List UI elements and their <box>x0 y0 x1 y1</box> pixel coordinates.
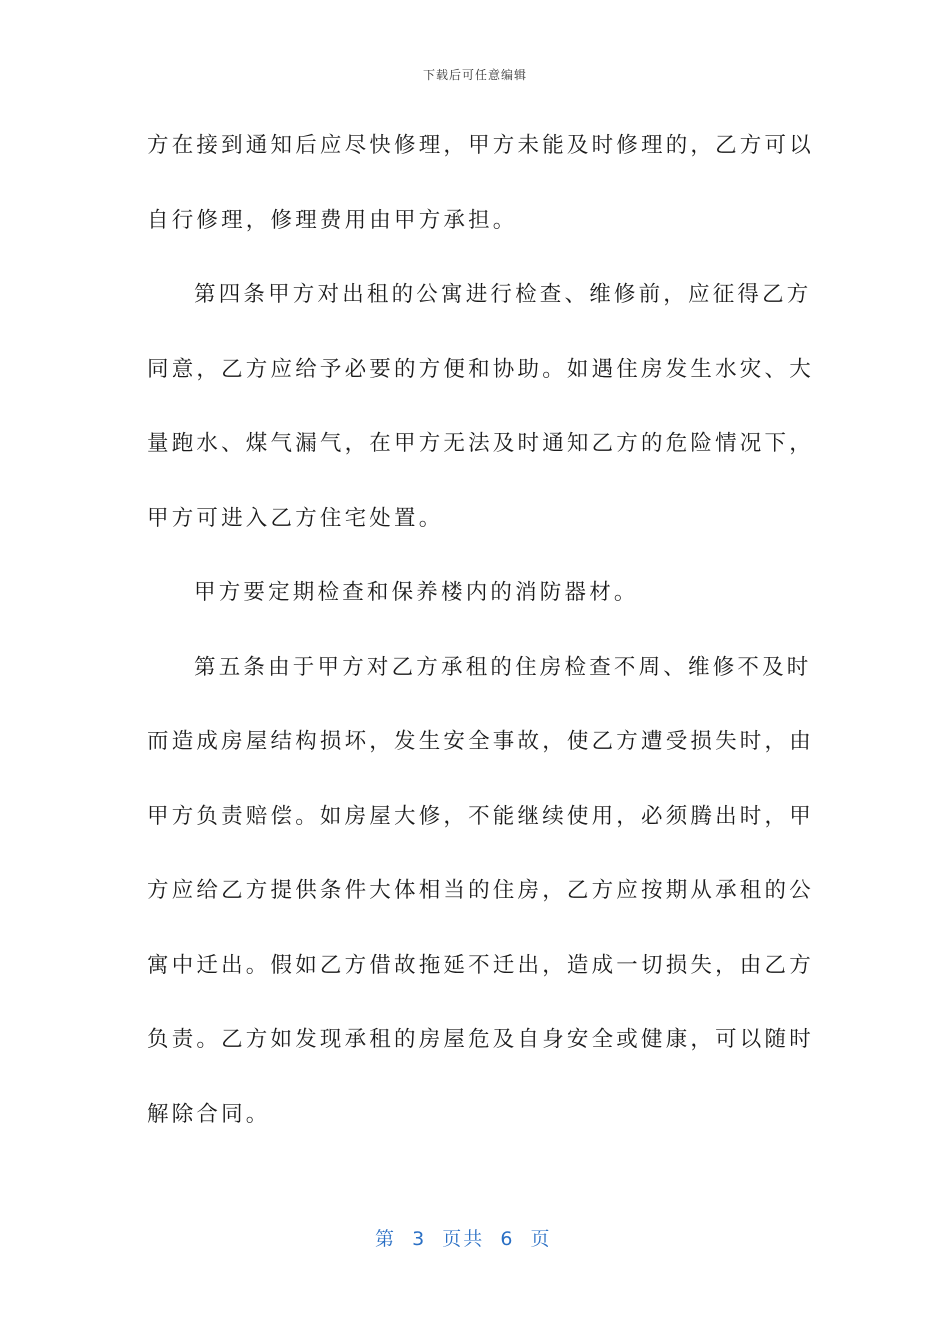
text-line: 同意，乙方应给予必要的方便和协助。如遇住房发生水灾、大 <box>147 356 814 382</box>
text-line: 甲方要定期检查和保养楼内的消防器材。 <box>194 580 639 605</box>
text-line: 解除合同。 <box>147 1101 271 1127</box>
page-header-note: 下载后可任意编辑 <box>422 68 527 82</box>
text-line: 量跑水、煤气漏气，在甲方无法及时通知乙方的危险情况下， <box>147 431 814 456</box>
page-number-footer: 第 3 页共 6 页 <box>375 1228 552 1250</box>
text-line: 而造成房屋结构损坏，发生安全事故，使乙方遭受损失时，由 <box>147 729 814 754</box>
text-line: 寓中迁出。假如乙方借故拖延不迁出，造成一切损失，由乙方 <box>147 952 814 978</box>
text-line: 甲方可进入乙方住宅处置。 <box>147 505 444 531</box>
text-line: 第四条甲方对出租的公寓进行检查、维修前，应征得乙方 <box>194 282 812 307</box>
text-line: 第五条由于甲方对乙方承租的住房检查不周、维修不及时 <box>194 654 812 680</box>
text-line: 甲方负责赔偿。如房屋大修，不能继续使用，必须腾出时，甲 <box>147 803 814 829</box>
document-body <box>147 120 814 1163</box>
text-line: 方在接到通知后应尽快修理，甲方未能及时修理的，乙方可以 <box>147 133 814 158</box>
text-line: 自行修理，修理费用由甲方承担。 <box>147 207 518 233</box>
text-line: 负责。乙方如发现承租的房屋危及自身安全或健康，可以随时 <box>147 1027 814 1052</box>
text-line: 方应给乙方提供条件大体相当的住房，乙方应按期从承租的公 <box>147 878 814 903</box>
